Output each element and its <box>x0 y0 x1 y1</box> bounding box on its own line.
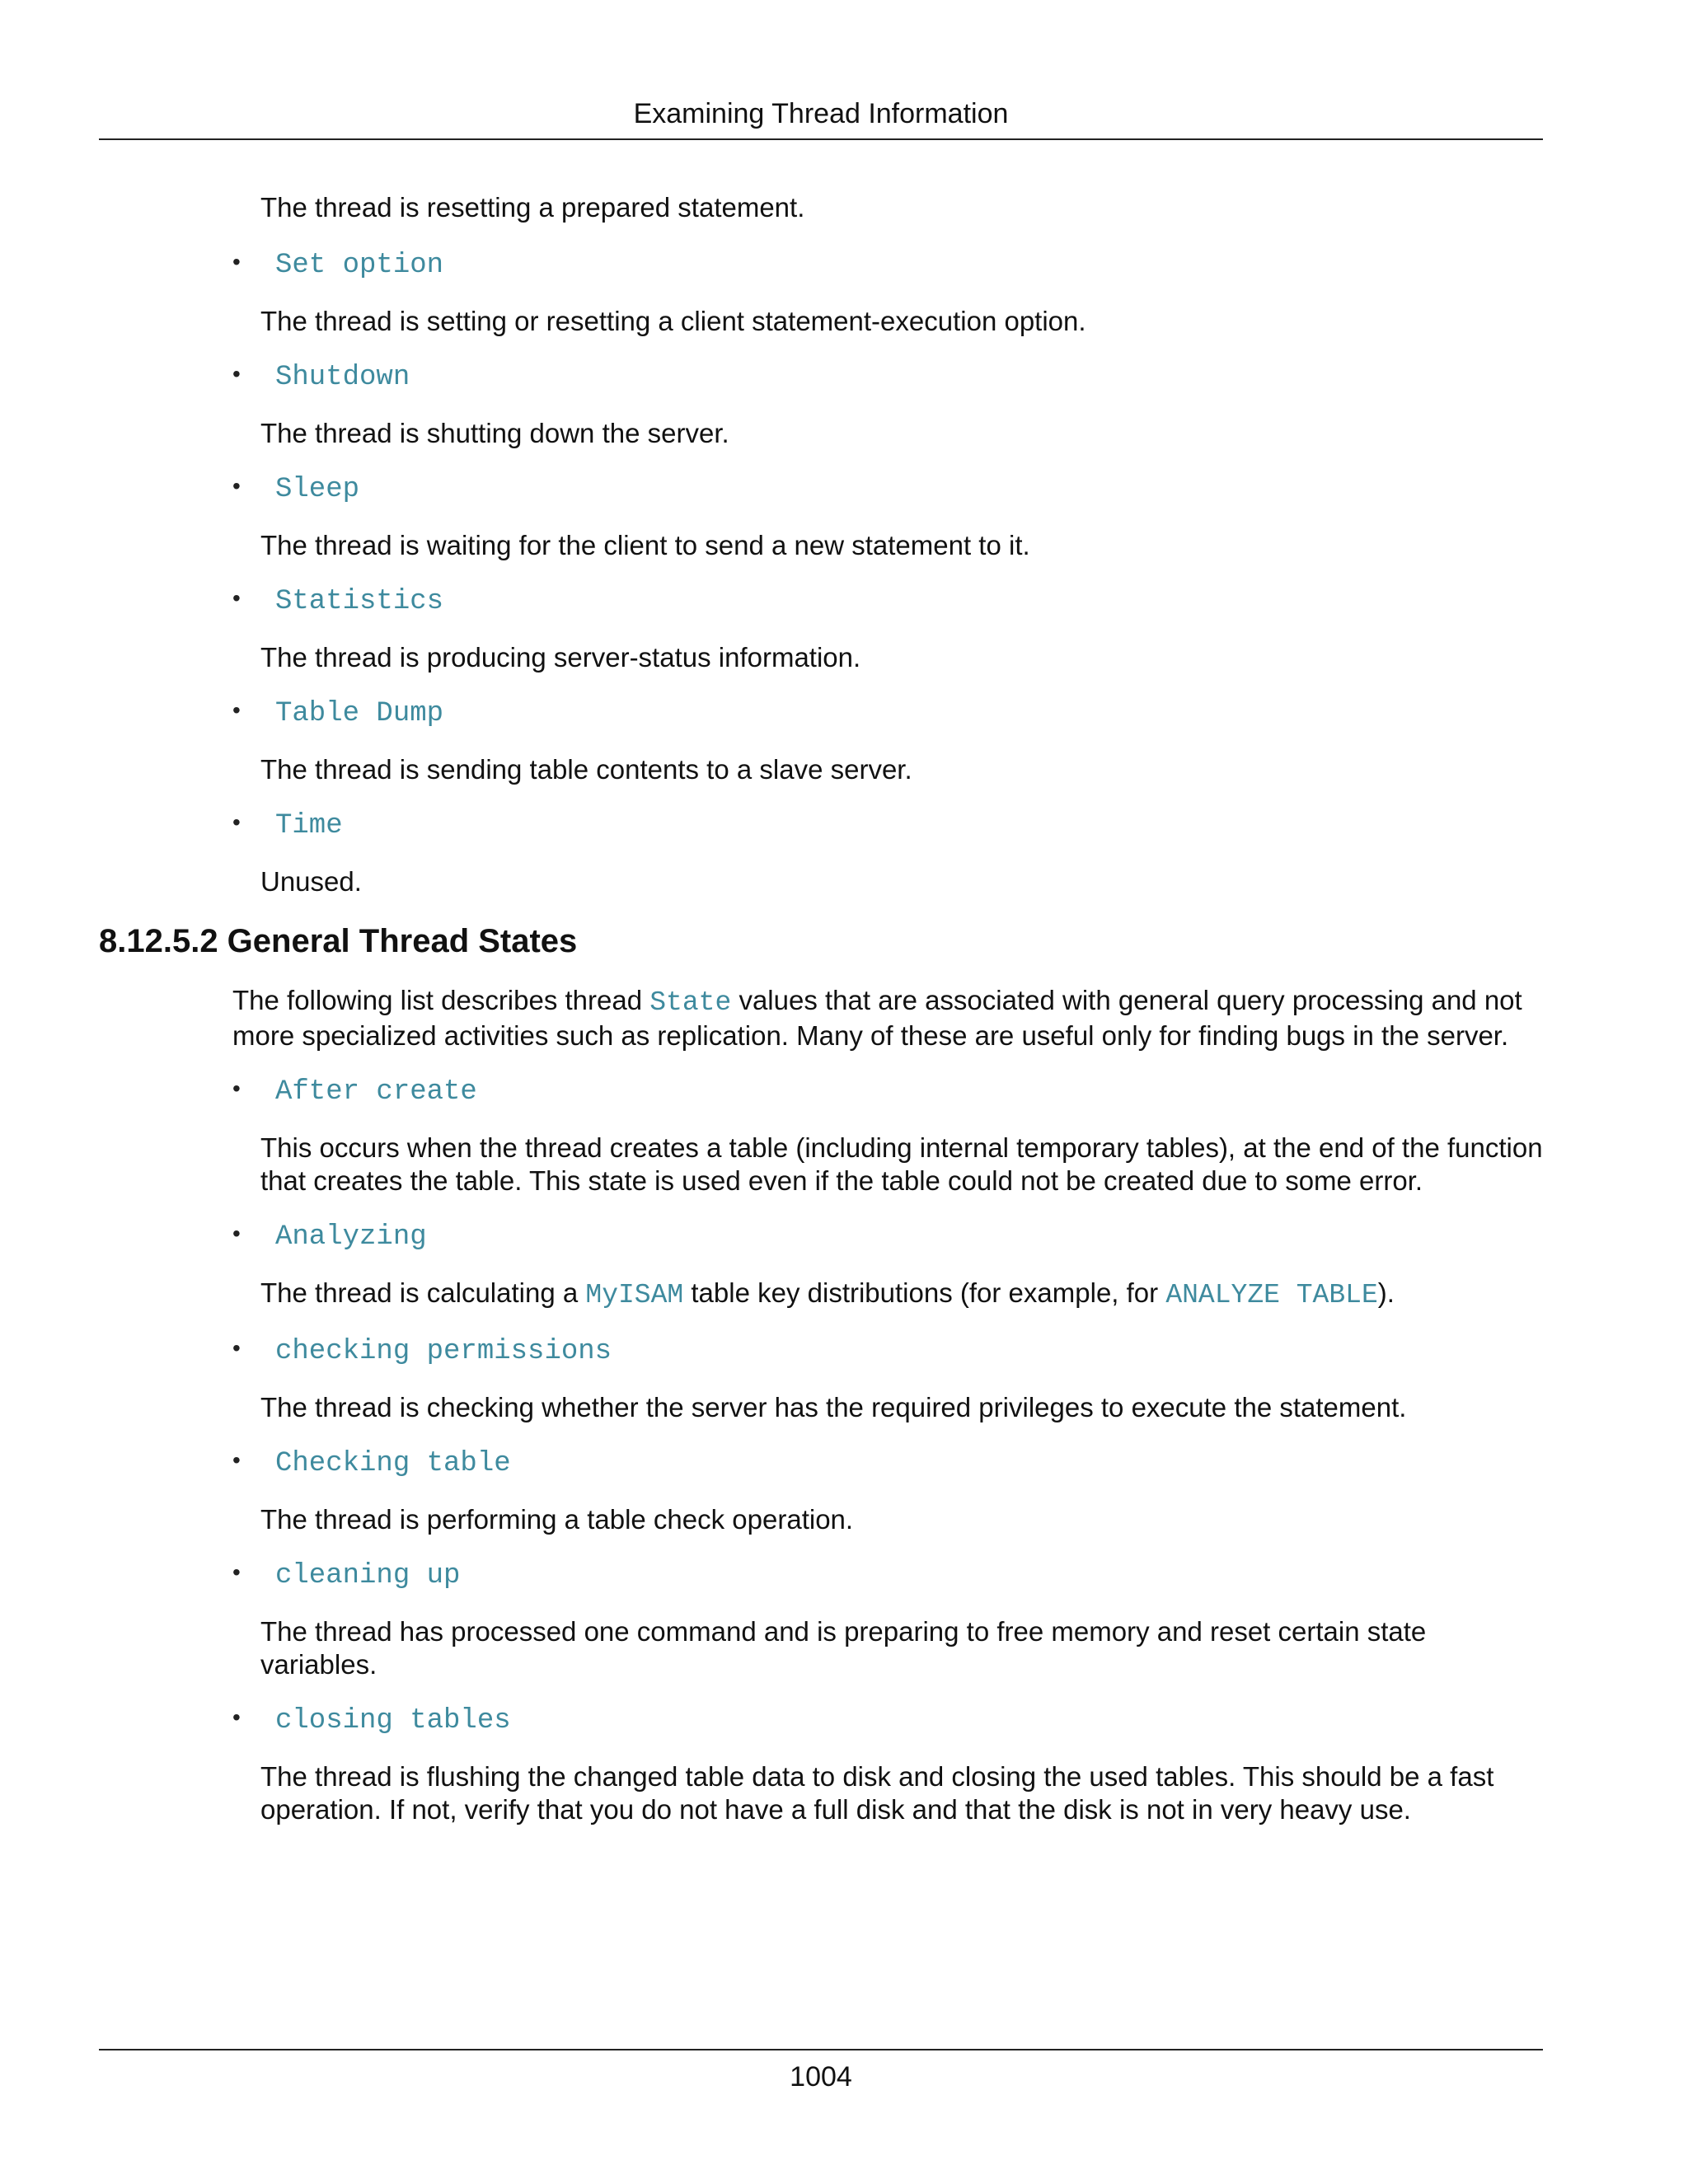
list-item <box>0 809 1688 898</box>
item-term-row <box>232 473 1688 506</box>
item-term: Shutdown <box>275 362 410 393</box>
item-term-row <box>232 1704 1688 1737</box>
item-term: Set option <box>275 250 444 281</box>
item-description: The thread is checking whether the server has the required privileges to execute the statement. <box>260 1392 1407 1422</box>
page-header <box>99 92 1543 140</box>
item-term-row <box>232 585 1688 618</box>
bullet-dot-icon: • <box>232 1559 241 1585</box>
bullet-dot-icon: • <box>232 1076 241 1101</box>
bullet-dot-icon: • <box>232 1704 241 1730</box>
bullet-dot-icon: • <box>232 249 241 274</box>
item-description: The thread is flushing the changed table data to disk and closing the used tables. This should be a fast operation. If not, verify that you do not have a full disk and that the disk is not in very heavy use. <box>260 1761 1494 1825</box>
desc-part-1: The thread is calculating a <box>260 1277 586 1308</box>
bullet-dot-icon: • <box>232 697 241 723</box>
item-term-row <box>232 249 1688 282</box>
item-description: The thread is setting or resetting a client statement-execution option. <box>260 306 1086 336</box>
list-item <box>0 1447 1688 1536</box>
bullet-dot-icon: • <box>232 361 241 387</box>
item-description: The thread is producing server-status information. <box>260 642 861 673</box>
item-description <box>260 1277 1546 1312</box>
item-term-row <box>232 1447 1688 1480</box>
bullet-dot-icon: • <box>232 1335 241 1361</box>
page-footer <box>99 2049 1543 2098</box>
item-term: Analyzing <box>275 1221 427 1253</box>
item-description: Unused. <box>260 866 362 897</box>
item-description: The thread has processed one command and is preparing to free memory and reset certain state variables. <box>260 1616 1427 1680</box>
intro-text-before: The following list describes thread <box>232 985 650 1015</box>
list-item <box>0 361 1688 450</box>
item-term: After create <box>275 1076 477 1108</box>
item-term-row <box>232 1076 1688 1108</box>
section-title: 8.12.5.2 General Thread States <box>99 923 578 959</box>
item-term-row <box>232 697 1688 730</box>
item-description: The thread is performing a table check operation. <box>260 1504 854 1535</box>
item-term-row <box>232 1335 1688 1368</box>
desc-code-myisam[interactable]: MyISAM <box>585 1280 684 1310</box>
bullet-dot-icon: • <box>232 473 241 499</box>
list-item <box>0 249 1688 338</box>
item-description: This occurs when the thread creates a table (including internal temporary tables), at the end of the function that creates the table. This state is used even if the table could not be created due to some error. <box>260 1132 1543 1196</box>
list-item <box>0 585 1688 674</box>
list-item <box>0 1704 1688 1826</box>
item-term: Sleep <box>275 474 360 505</box>
intro-text-after: values that are associated with general query processing and not more specialized activities such as replication. Many of these are useful only for finding bugs in the server. <box>232 985 1522 1051</box>
page-number: 1004 <box>790 2061 852 2093</box>
desc-part-2: table key distributions (for example, for <box>683 1277 1166 1308</box>
continuation-text: The thread is resetting a prepared statement. <box>260 192 805 223</box>
item-description: The thread is shutting down the server. <box>260 418 729 448</box>
item-term: cleaning up <box>275 1560 461 1591</box>
desc-part-3: ). <box>1377 1277 1395 1308</box>
list-item <box>0 1335 1688 1424</box>
desc-code-analyze-table[interactable]: ANALYZE TABLE <box>1165 1280 1378 1310</box>
section-intro <box>232 984 1551 1052</box>
item-description: The thread is waiting for the client to send a new statement to it. <box>260 530 1030 560</box>
item-description: The thread is sending table contents to a slave server. <box>260 754 912 785</box>
item-term: Statistics <box>275 586 444 617</box>
list-item <box>0 473 1688 562</box>
bullet-dot-icon: • <box>232 1447 241 1473</box>
item-term: Time <box>275 810 343 841</box>
list-item <box>0 1559 1688 1681</box>
intro-code-state: State <box>649 987 732 1018</box>
list-item <box>0 697 1688 786</box>
bullet-dot-icon: • <box>232 1221 241 1246</box>
item-term-row <box>232 1559 1688 1592</box>
page-content <box>0 191 1688 1849</box>
item-term: Checking table <box>275 1448 511 1479</box>
item-term-row <box>232 809 1688 842</box>
item-term-row <box>232 1221 1688 1254</box>
header-title: Examining Thread Information <box>633 98 1009 129</box>
item-term: checking permissions <box>275 1336 612 1367</box>
bullet-dot-icon: • <box>232 585 241 611</box>
item-term: Table Dump <box>275 698 444 729</box>
bullet-dot-icon: • <box>232 809 241 835</box>
list-item <box>0 1076 1688 1197</box>
item-term: closing tables <box>275 1705 511 1736</box>
item-term-row <box>232 361 1688 394</box>
list-item <box>0 1221 1688 1312</box>
